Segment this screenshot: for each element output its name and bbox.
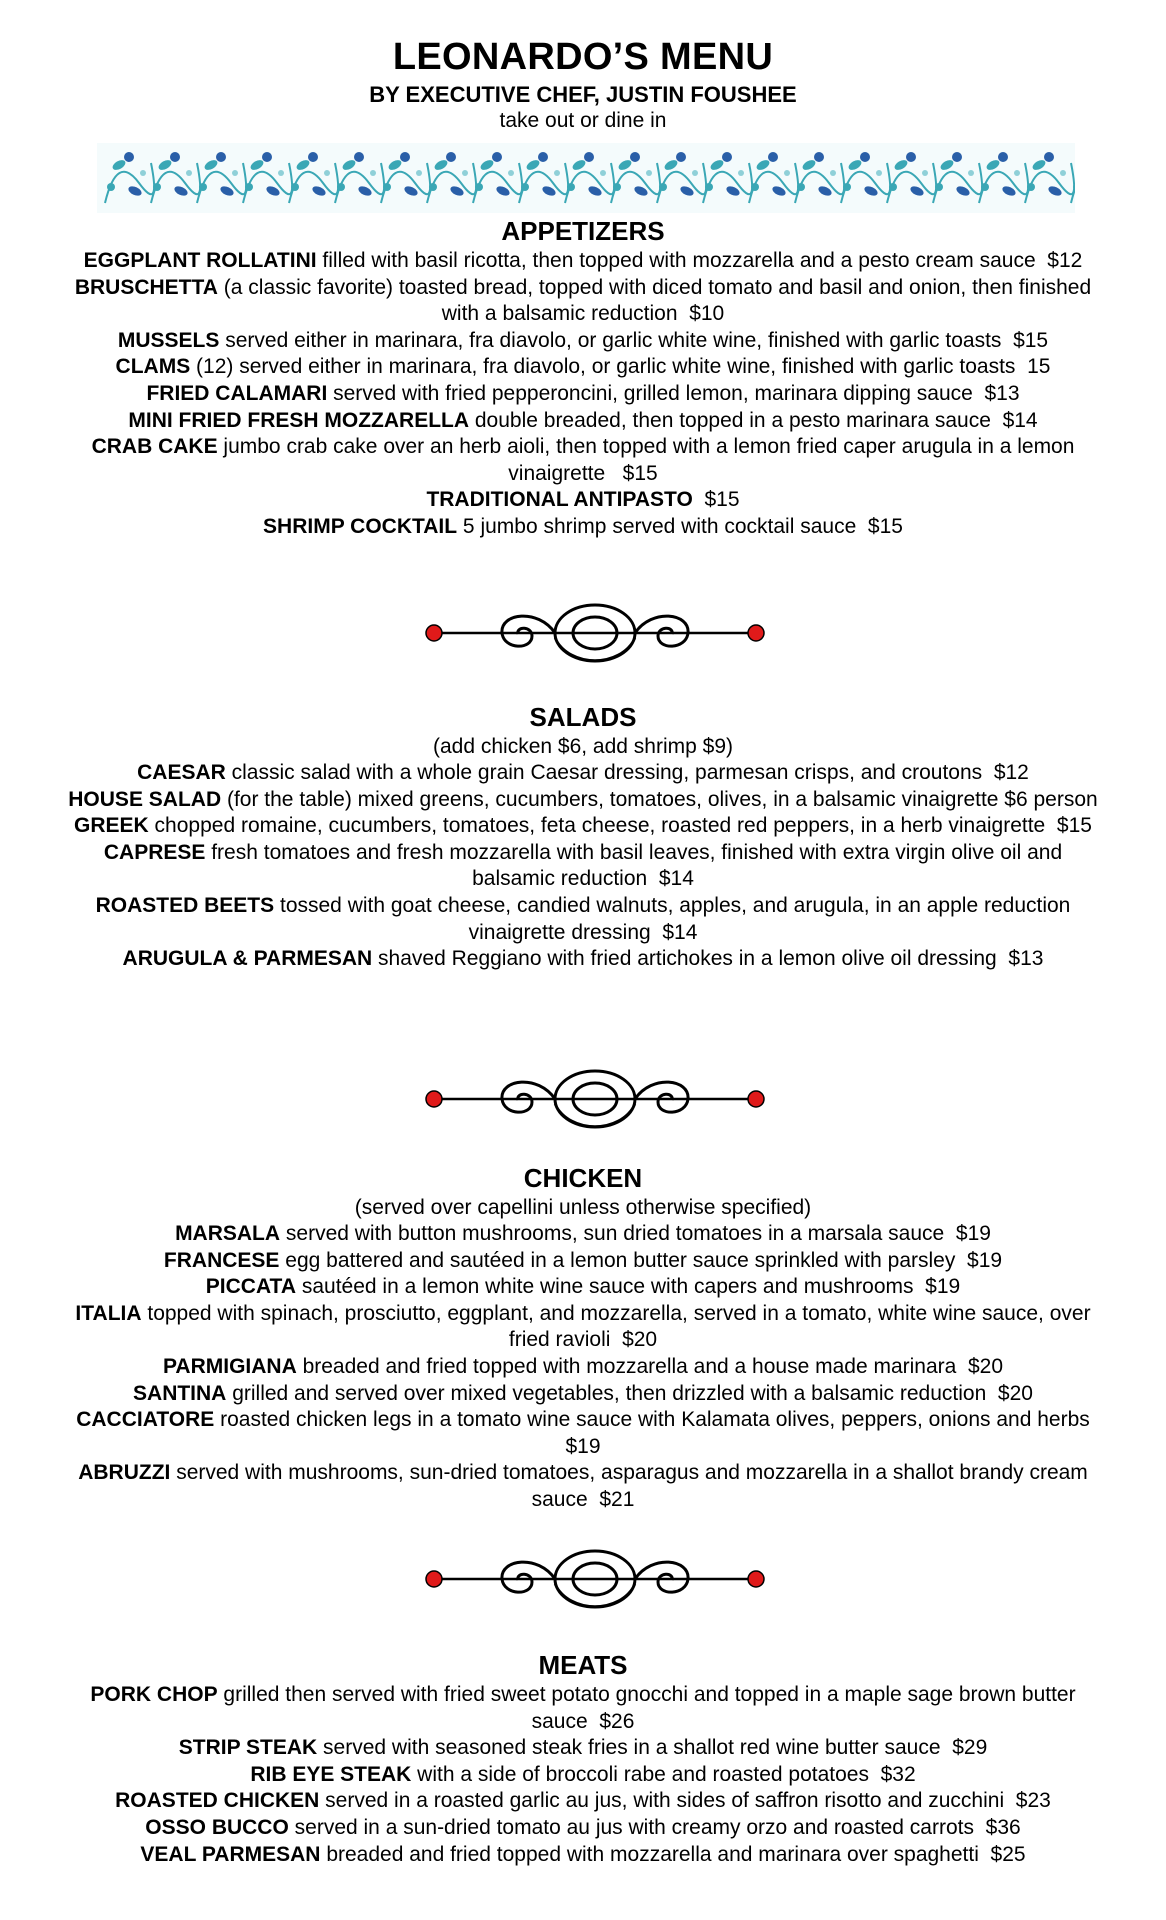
menu-item-description: served in a roasted garlic au jus, with sides of saffron risotto and zucchini $23 — [319, 1789, 1051, 1813]
menu-item-name: FRIED CALAMARI — [146, 381, 328, 405]
menu-item-name: ROASTED CHICKEN — [115, 1789, 320, 1813]
menu-item-description: shaved Reggiano with fried artichokes in a lemon olive oil dressing $13 — [372, 947, 1044, 971]
menu-item-description: double breaded, then topped in a pesto marinara sauce $14 — [469, 408, 1038, 432]
menu-item-name: MINI FRIED FRESH MOZZARELLA — [128, 408, 470, 432]
menu-item — [60, 408, 1106, 435]
menu-item — [60, 487, 1106, 514]
menu-item-description: grilled then served with fried sweet potato gnocchi and topped in a maple sage brown butter sauce $26 — [217, 1683, 1082, 1733]
menu-item-description: 5 jumbo shrimp served with cocktail sauce $15 — [457, 514, 903, 538]
menu-item — [60, 1682, 1106, 1735]
menu-item — [60, 1248, 1106, 1275]
menu-item-name: BRUSCHETTA — [74, 275, 218, 299]
menu-item-name: ARUGULA & PARMESAN — [122, 947, 373, 971]
appetizers-heading: APPETIZERS — [501, 216, 665, 246]
meats-section — [60, 1650, 1106, 1868]
menu-item-name: PICCATA — [205, 1275, 296, 1299]
menu-item-name: VEAL PARMESAN — [140, 1842, 321, 1866]
menu-item-description: fresh tomatoes and fresh mozzarella with basil leaves, finished with extra virgin olive oil and balsamic reduction $14 — [205, 840, 1068, 891]
salads-section — [60, 702, 1106, 973]
chicken-heading: CHICKEN — [523, 1163, 643, 1193]
menu-item-name: CRAB CAKE — [91, 435, 218, 459]
menu-item — [60, 787, 1106, 814]
salads-heading: SALADS — [529, 702, 637, 732]
menu-item-name: ABRUZZI — [78, 1461, 171, 1485]
menu-item-name: OSSO BUCCO — [145, 1815, 289, 1839]
chef-byline: BY EXECUTIVE CHEF, JUSTIN FOUSHEE — [369, 82, 797, 107]
menu-item — [60, 946, 1106, 973]
chicken-section — [60, 1163, 1106, 1514]
menu-item-description: chopped romaine, cucumbers, tomatoes, feta cheese, roasted red peppers, in a herb vinaigrette $15 — [148, 814, 1092, 838]
menu-item-name: PORK CHOP — [90, 1683, 218, 1706]
salads-list — [60, 760, 1106, 973]
appetizers-list — [60, 248, 1106, 541]
menu-item — [60, 840, 1106, 893]
menu-item-name: TRADITIONAL ANTIPASTO — [426, 488, 693, 512]
chicken-list — [60, 1221, 1106, 1514]
menu-item — [60, 1407, 1106, 1460]
menu-item-description: tossed with goat cheese, candied walnuts, apples, and arugula, in an apple reduction vinaigrette dressing $14 — [274, 893, 1077, 944]
menu-item-name: CAPRESE — [103, 840, 206, 864]
menu-item-description: (for the table) mixed greens, cucumbers, tomatoes, olives, in a balsamic vinaigrette $6 person — [221, 787, 1098, 811]
menu-item — [60, 1221, 1106, 1248]
menu-item-name: GREEK — [74, 814, 149, 838]
menu-item-name: ITALIA — [75, 1301, 142, 1325]
salads-note: (add chicken $6, add shrimp $9) — [433, 735, 733, 758]
scroll-divider-icon — [420, 588, 770, 678]
meats-heading: MEATS — [538, 1650, 628, 1680]
menu-item-name: SHRIMP COCKTAIL — [263, 514, 458, 538]
menu-item-name: EGGPLANT ROLLATINI — [83, 249, 317, 272]
menu-item — [60, 1274, 1106, 1301]
menu-item-description: served with button mushrooms, sun dried tomatoes in a marsala sauce $19 — [280, 1222, 991, 1245]
menu-item-description: egg battered and sautéed in a lemon butter sauce sprinkled with parsley $19 — [279, 1248, 1003, 1272]
menu-item — [60, 893, 1106, 946]
menu-item-description: roasted chicken legs in a tomato wine sauce with Kalamata olives, peppers, onions and herbs $19 — [214, 1408, 1102, 1458]
menu-item — [60, 328, 1106, 355]
appetizers-section — [60, 216, 1106, 541]
menu-item-description: with a side of broccoli rabe and roasted potatoes $32 — [411, 1762, 916, 1786]
menu-item — [60, 1354, 1106, 1381]
menu-item — [60, 1381, 1106, 1408]
chicken-note: (served over capellini unless otherwise specified) — [354, 1196, 812, 1219]
menu-item — [60, 248, 1106, 275]
menu-item-description: filled with basil ricotta, then topped with mozzarella and a pesto cream sauce $12 — [316, 249, 1083, 272]
menu-item — [60, 514, 1106, 541]
menu-item-description: jumbo crab cake over an herb aioli, then topped with a lemon fried caper arugula in a lemon vinaigrette $15 — [217, 435, 1081, 485]
menu-item — [60, 354, 1106, 381]
menu-item-description: served in a sun-dried tomato au jus with creamy orzo and roasted carrots $36 — [288, 1815, 1021, 1839]
menu-item-description: served with fried pepperoncini, grilled lemon, marinara dipping sauce $13 — [327, 381, 1020, 405]
service-tagline: take out or dine in — [499, 109, 667, 132]
menu-item-name: MUSSELS — [117, 328, 220, 352]
menu-item — [60, 1842, 1106, 1869]
menu-item — [60, 275, 1106, 328]
menu-item-description: served with seasoned steak fries in a shallot red wine butter sauce $29 — [317, 1736, 988, 1760]
menu-item-name: CACCIATORE — [76, 1408, 215, 1432]
menu-item-name: FRANCESE — [163, 1248, 280, 1272]
page-title: LEONARDO’S MENU — [392, 36, 774, 78]
scroll-divider-icon — [420, 1534, 770, 1624]
menu-item — [60, 434, 1106, 487]
menu-item-description: topped with spinach, prosciutto, eggplant, and mozzarella, served in a tomato, white wine sauce, over fried ravioli $20 — [141, 1301, 1097, 1352]
menu-item-description: served with mushrooms, sun-dried tomatoes, asparagus and mozzarella in a shallot brandy cream sauce $21 — [170, 1461, 1094, 1511]
menu-item-description: breaded and fried topped with mozzarella and marinara over spaghetti $25 — [320, 1842, 1026, 1866]
menu-item — [60, 760, 1106, 787]
menu-item-name: STRIP STEAK — [178, 1736, 318, 1760]
scroll-divider-icon — [420, 1054, 770, 1144]
menu-item-name: HOUSE SALAD — [68, 787, 222, 811]
menu-item-description: breaded and fried topped with mozzarella and a house made marinara $20 — [296, 1354, 1004, 1378]
menu-item-description: classic salad with a whole grain Caesar dressing, parmesan crisps, and croutons $12 — [225, 761, 1029, 784]
meats-list — [60, 1682, 1106, 1868]
menu-item-description: $15 — [692, 488, 740, 512]
menu-item-name: ROASTED BEETS — [95, 893, 275, 917]
menu-item — [60, 1762, 1106, 1789]
menu-item-name: RIB EYE STEAK — [250, 1762, 412, 1786]
menu-item — [60, 1301, 1106, 1354]
menu-item-name: SANTINA — [133, 1381, 227, 1405]
menu-item — [60, 381, 1106, 408]
floral-banner-image — [97, 143, 1075, 213]
menu-item-name: CAESAR — [137, 761, 226, 784]
menu-item-description: sautéed in a lemon white wine sauce with capers and mushrooms $19 — [296, 1275, 961, 1299]
menu-item-description: (12) served either in marinara, fra diavolo, or garlic white wine, finished with garlic toasts 15 — [190, 355, 1051, 379]
menu-item-description: (a classic favorite) toasted bread, topped with diced tomato and basil and onion, then finished with a balsamic reduction $10 — [217, 275, 1097, 326]
menu-item — [60, 813, 1106, 840]
menu-item-description: served either in marinara, fra diavolo, or garlic white wine, finished with garlic toasts $15 — [219, 328, 1049, 352]
menu-item-description: grilled and served over mixed vegetables, then drizzled with a balsamic reduction $20 — [226, 1381, 1033, 1405]
menu-item — [60, 1460, 1106, 1513]
menu-item — [60, 1735, 1106, 1762]
menu-item — [60, 1788, 1106, 1815]
menu-item — [60, 1815, 1106, 1842]
menu-item-name: PARMIGIANA — [162, 1354, 297, 1378]
menu-item-name: CLAMS — [115, 355, 191, 379]
menu-item-name: MARSALA — [175, 1222, 281, 1245]
